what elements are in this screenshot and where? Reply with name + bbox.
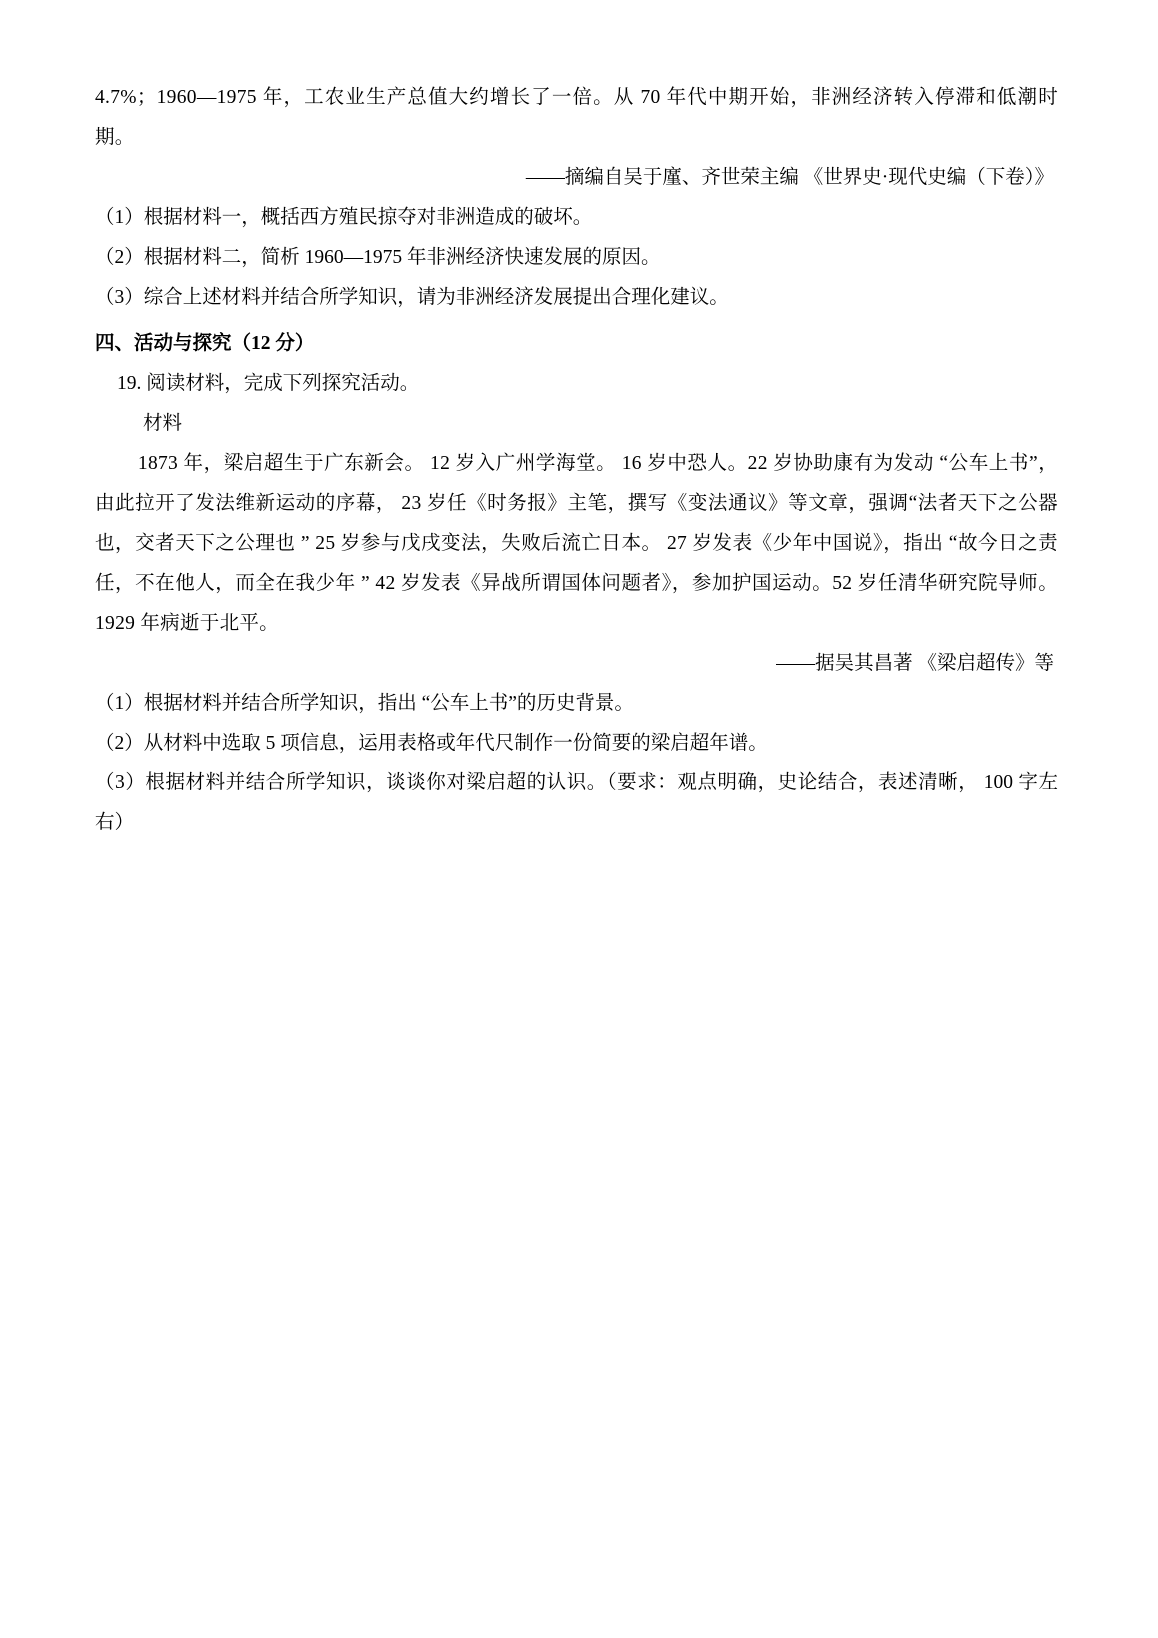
question-19-1: （1）根据材料并结合所学知识，指出 “公车上书”的历史背景。	[95, 692, 634, 714]
question-19-3: （3）根据材料并结合所学知识，谈谈你对梁启超的认识。（要求：观点明确，史论结合，表述清晰， 100 字左右）	[95, 772, 1058, 834]
paragraph-continuation-text: 4.7%；1960—1975 年，工农业生产总值大约增长了一倍。从 70 年代中期开始，非洲经济转入停滞和低潮时期。	[95, 87, 1058, 148]
item-19-prompt: 19. 阅读材料，完成下列探究活动。	[117, 372, 420, 394]
question-18-2: （2）根据材料二，简析 1960—1975 年非洲经济快速发展的原因。	[95, 246, 661, 268]
source-citation-world-history: ——摘编自吴于廑、齐世荣主编 《世界史·现代史编（下卷）》	[525, 166, 1054, 188]
question-18-1: （1）根据材料一，概括西方殖民掠夺对非洲造成的破坏。	[95, 206, 593, 228]
question-19-2: （2）从材料中选取 5 项信息，运用表格或年代尺制作一份简要的梁启超年谱。	[95, 732, 768, 754]
question-18-3: （3）综合上述材料并结合所学知识，请为非洲经济发展提出合理化建议。	[95, 286, 729, 308]
section-heading-activity-inquiry: 四、活动与探究（12 分）	[95, 332, 315, 354]
material-body-text: 1873 年，梁启超生于广东新会。 12 岁入广州学海堂。 16 岁中恐人。22 岁协助康有为发动 “公车上书”，由此拉开了发法维新运动的序幕， 23 岁任《时务报》主笔，撰写《变法通议》等文章，强调“法者天下之公器也，交者天下之公理也 ” 25 岁参与戊戌变法，失败后流亡日本。 27 岁发表《少年中国说》，指出 “故今日之责任，不在他人，而全在我少年 ” 42 岁发表《异战所谓国体问题者》，参加护国运动。52 岁任清华研究院导师。 1929 年病逝于北平。	[95, 452, 1058, 634]
source-citation-liang-qichao-biography: ——据吴其昌著 《梁启超传》等	[776, 652, 1054, 674]
material-label: 材料	[143, 412, 183, 434]
